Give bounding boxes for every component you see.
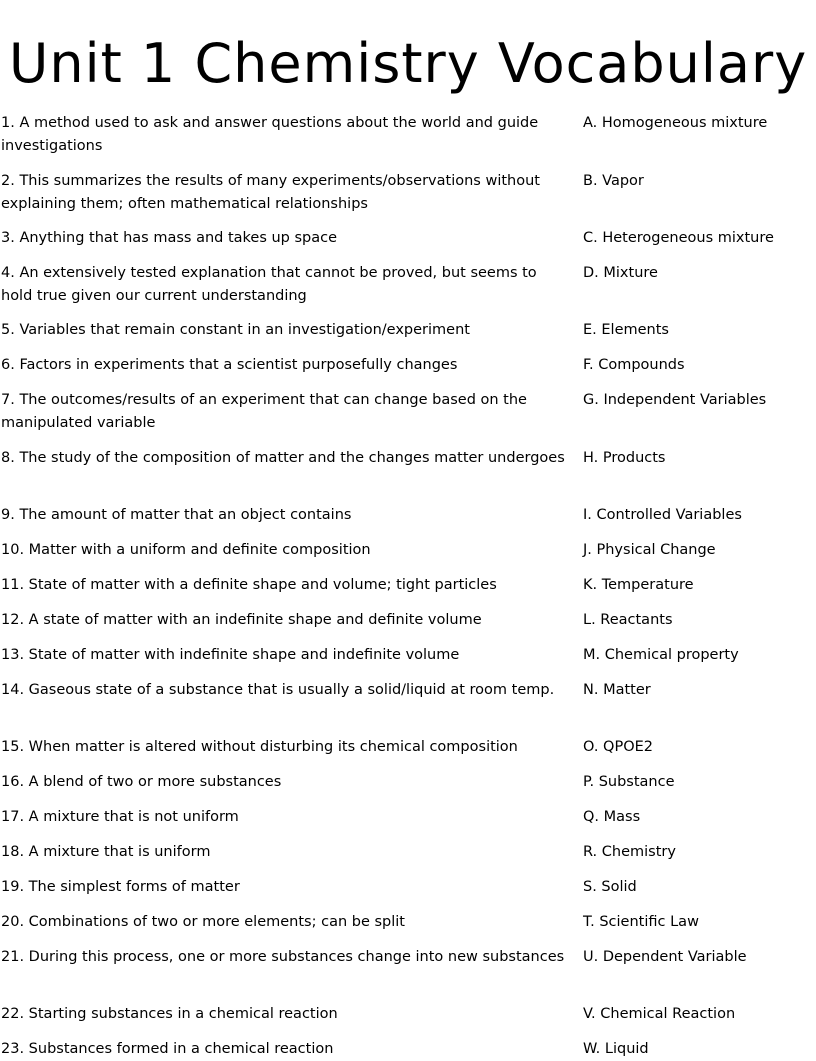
definition-text: 14. Gaseous state of a substance that is usually a solid/liquid at room temp.: [1, 682, 555, 698]
term-option: L. Reactants: [583, 612, 673, 628]
definition-text: 9. The amount of matter that an object contains: [1, 507, 352, 523]
term-option: U. Dependent Variable: [583, 949, 747, 965]
definition-text: 1. A method used to ask and answer questions about the world and guide investigations: [1, 115, 539, 154]
term-option: E. Elements: [583, 322, 669, 338]
term-option: B. Vapor: [583, 173, 644, 189]
definition-text: 15. When matter is altered without disturbing its chemical composition: [1, 739, 518, 755]
definition-text: 17. A mixture that is not uniform: [1, 809, 239, 825]
term-option: J. Physical Change: [583, 542, 716, 558]
definition-text: 12. A state of matter with an indefinite shape and definite volume: [1, 612, 482, 628]
term-option: M. Chemical property: [583, 647, 739, 663]
term-option: Q. Mass: [583, 809, 641, 825]
definition-text: 2. This summarizes the results of many experiments/observations without explaining them; often mathematical relationships: [1, 173, 540, 212]
definition-text: 16. A blend of two or more substances: [1, 774, 282, 790]
term-option: D. Mixture: [583, 265, 658, 281]
definition-text: 22. Starting substances in a chemical reaction: [1, 1006, 338, 1022]
definition-text: 10. Matter with a uniform and definite composition: [1, 542, 371, 558]
term-option: N. Matter: [583, 682, 651, 698]
definition-text: 11. State of matter with a definite shape and volume; tight particles: [1, 577, 497, 593]
term-option: K. Temperature: [583, 577, 694, 593]
term-option: I. Controlled Variables: [583, 507, 742, 523]
definition-text: 6. Factors in experiments that a scientist purposefully changes: [1, 357, 458, 373]
definition-text: 20. Combinations of two or more elements; can be split: [1, 914, 405, 930]
term-option: S. Solid: [583, 879, 637, 895]
definition-text: 3. Anything that has mass and takes up space: [1, 230, 338, 246]
term-option: H. Products: [583, 450, 666, 466]
term-option: F. Compounds: [583, 357, 685, 373]
term-option: R. Chemistry: [583, 844, 676, 860]
term-option: G. Independent Variables: [583, 392, 767, 408]
definition-text: 18. A mixture that is uniform: [1, 844, 211, 860]
term-option: C. Heterogeneous mixture: [583, 230, 774, 246]
term-option: T. Scientific Law: [583, 914, 699, 930]
definition-text: 13. State of matter with indefinite shape and indefinite volume: [1, 647, 460, 663]
definition-text: 5. Variables that remain constant in an investigation/experiment: [1, 322, 470, 338]
term-option: P. Substance: [583, 774, 675, 790]
definition-text: 19. The simplest forms of matter: [1, 879, 240, 895]
definition-text: 4. An extensively tested explanation that cannot be proved, but seems to hold true given our current understanding: [1, 265, 537, 304]
term-option: O. QPOE2: [583, 739, 654, 755]
term-option: W. Liquid: [583, 1041, 649, 1057]
term-option: A. Homogeneous mixture: [583, 115, 768, 131]
definition-text: 21. During this process, one or more substances change into new substances: [1, 949, 565, 965]
definition-text: 7. The outcomes/results of an experiment that can change based on the manipulated variable: [1, 392, 527, 431]
page-title: Unit 1 Chemistry Vocabulary: [8, 32, 808, 95]
definition-text: 8. The study of the composition of matter and the changes matter undergoes: [1, 450, 565, 466]
definition-text: 23. Substances formed in a chemical reaction: [1, 1041, 334, 1057]
term-option: V. Chemical Reaction: [583, 1006, 736, 1022]
